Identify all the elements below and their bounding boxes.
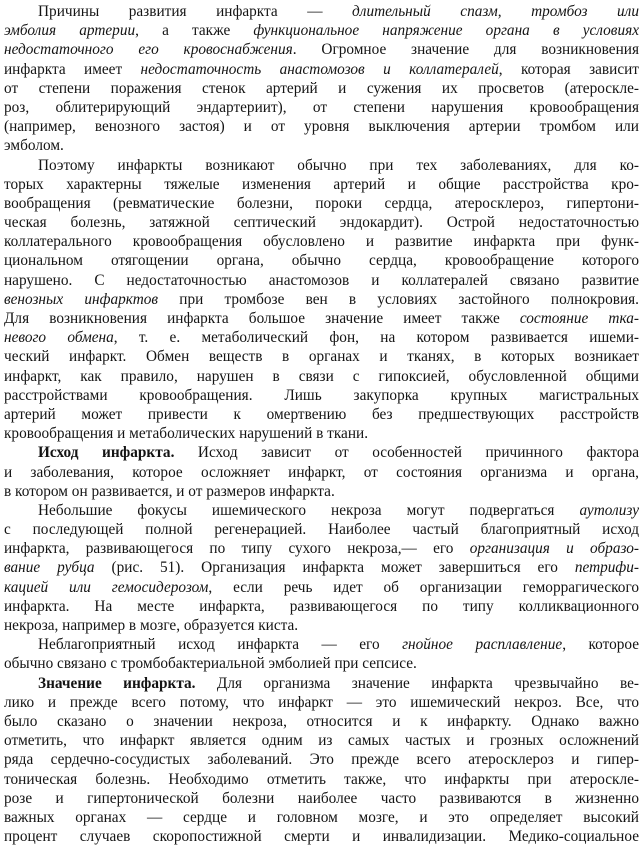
text-line [4, 501, 639, 520]
text-line [4, 520, 639, 539]
emphasis-text: венозных инфарктов [4, 290, 159, 308]
text-segment: Поэтому инфаркты возникают обычно при тех заболеваниях, для ко- [38, 156, 639, 174]
text-segment: Неблагоприятный исход инфаркта — его [38, 636, 403, 654]
emphasis-text: эмболия артерии [4, 22, 136, 40]
text-segment: от степени поражения стенок артерий и сужения их просветов (атероскле- [4, 79, 639, 97]
text-segment: торых характерны тяжелые изменения артерий и общие расстройства кро- [4, 175, 639, 193]
text-line [4, 539, 639, 558]
text-segment: , т. е. метаболический фон, на котором развивается ишеми- [113, 329, 639, 347]
text-segment: вообращения (ревматические болезни, пороки сердца, атеросклероз, гипертони- [4, 194, 639, 212]
text-line [4, 770, 639, 789]
text-line [4, 597, 639, 616]
text-line [4, 213, 639, 232]
text-segment: процент случаев скоропостижной смерти и инвалидизации. Медико-социальное [4, 828, 639, 846]
text-segment: нарушено. С недостаточностью анастомозов и коллатералей связано развитие [4, 271, 639, 289]
text-segment: циональном отягощении органа, обычно сердца, кровообращение которого [4, 252, 639, 270]
text-line [4, 731, 639, 750]
text-segment: с последующей полной регенерацией. Наиболее частый благоприятный исход [4, 521, 639, 539]
text-line [4, 712, 639, 731]
text-line [4, 79, 639, 98]
text-line [4, 156, 639, 175]
text-line [4, 232, 639, 251]
text-segment: ческая болезнь, затяжной септический эндокардит). Острой недостаточностью [4, 214, 639, 232]
text-segment: отметить, что инфаркт является одним из самых частых и грозных осложнений [4, 732, 639, 750]
text-line [4, 251, 639, 270]
text-line [4, 443, 639, 462]
text-segment: и заболевания, которое осложняет инфаркт, от состояния организма и органа, [4, 463, 639, 481]
emphasis-text: функциональное напряжение органа в условиях [253, 22, 639, 40]
text-line [4, 693, 639, 712]
text-segment: артерий может привести к омертвению без предшествующих расстройств [4, 405, 639, 423]
text-segment: Для возникновения инфаркта большое значение имеет также [4, 310, 520, 327]
text-line [4, 827, 639, 846]
text-segment: некроза, например в мозге, образуется киста. [4, 617, 299, 634]
text-segment: расстройствами кровообращения. Лишь закупорка крупных магистральных [4, 386, 639, 404]
text-segment: розе и гипертонической болезни наиболее часто развиваются в жизненно [4, 789, 639, 807]
text-line [4, 290, 639, 309]
text-segment: инфаркта, развивающегося по типу сухого некроза,— его [4, 540, 470, 558]
text-line [4, 405, 639, 424]
text-line [4, 463, 639, 482]
text-segment: важных органах — сердце и головном мозге, и это определяет высокий [4, 808, 639, 826]
text-segment: Для организма значение инфаркта чрезвычайно ве- [195, 674, 639, 692]
text-line [4, 309, 639, 328]
text-segment: кровообращения и метаболических нарушений в ткани. [4, 425, 369, 443]
text-segment: эмболом. [4, 137, 64, 155]
text-line [4, 117, 639, 136]
text-line [4, 654, 639, 673]
text-line [4, 674, 639, 693]
text-line [4, 2, 639, 21]
text-segment: было сказано о значении некроза, относится и к инфаркту. Однако важно [4, 712, 639, 730]
text-segment: коллатерального кровообращения обусловлено и развитие инфаркта при функ- [4, 233, 639, 251]
text-segment: тоническая болезнь. Необходимо отметить также, что инфаркты при атероскле- [4, 770, 639, 788]
text-line [4, 424, 639, 443]
emphasis-text: кацией или гемосидерозом [4, 578, 209, 596]
text-segment: (рис. 51). Организация инфаркта может завершиться его [94, 559, 575, 577]
text-line [4, 60, 639, 79]
text-segment: , которое [562, 636, 639, 654]
text-line [4, 578, 639, 597]
emphasis-text: гнойное расплавление [402, 636, 563, 654]
text-line [4, 21, 639, 40]
text-segment: ческий инфаркт. Обмен веществ в органах и тканях, в которых возникает [4, 348, 639, 366]
text-line [4, 482, 639, 501]
text-segment: , а также [135, 22, 254, 40]
text-segment: ряда сердечно-сосудистых заболеваний. Это прежде всего атеросклероз и гипер- [4, 751, 639, 769]
text-line [4, 635, 639, 654]
text-segment: инфаркта. На месте инфаркта, развивающегося по типу колликвационного [4, 597, 639, 615]
document-page [4, 2, 639, 846]
text-line [4, 386, 639, 405]
text-line [4, 808, 639, 827]
section-heading: Исход инфаркта. [38, 444, 175, 462]
text-segment: Исход зависит от особенностей причинного фактора [174, 444, 639, 462]
text-line [4, 175, 639, 194]
emphasis-text: петрифи- [574, 559, 640, 577]
text-segment: роз, облитерирующий эндартериит), от степени нарушения кровообращения [4, 98, 639, 116]
text-segment: лико и прежде всего потому, что инфаркт — это ишемический некроз. Все, что [4, 693, 639, 711]
text-segment: . Огромное значение для возникновения [292, 41, 639, 59]
text-segment: Небольшие фокусы ишемического некроза могут подвергаться [38, 501, 580, 519]
text-line [4, 789, 639, 808]
section-heading: Значение инфаркта. [38, 674, 196, 692]
text-segment: Причины развития инфаркта — [38, 3, 353, 20]
text-line [4, 194, 639, 213]
text-line [4, 558, 639, 577]
text-line [4, 616, 639, 635]
emphasis-text: недостаточность анастомозов и коллатералей [140, 60, 499, 78]
emphasis-text: длительный спазм, тромбоз или [352, 3, 639, 20]
text-line [4, 328, 639, 347]
text-segment: обычно связано с тромбобактериальной эмболией при сепсисе. [4, 655, 417, 673]
emphasis-text: организация и образо- [469, 540, 639, 558]
text-segment: инфаркта имеет [4, 60, 141, 78]
text-segment: инфаркт, как правило, нарушен в связи с гипоксией, обусловленной общими [4, 367, 639, 385]
text-line [4, 98, 639, 117]
emphasis-text: невого обмена [4, 329, 114, 347]
emphasis-text: вание рубца [4, 559, 95, 577]
text-segment: в котором он развивается, и от размеров инфаркта. [4, 482, 335, 500]
text-line [4, 136, 639, 155]
text-segment: (например, венозного застоя) и от уровня выключения артерии тромбом или [4, 118, 639, 136]
text-line [4, 271, 639, 290]
emphasis-text: недостаточного его кровоснабжения [4, 41, 293, 59]
emphasis-text: аутолизу [579, 501, 639, 519]
text-line [4, 347, 639, 366]
text-segment: , которая зависит [498, 60, 639, 78]
text-line [4, 367, 639, 386]
text-line [4, 40, 639, 59]
text-line [4, 750, 639, 769]
text-segment: , если речь идет об организации геморрагического [208, 578, 639, 596]
emphasis-text: состояние тка- [519, 310, 639, 327]
text-segment: при тромбозе вен в условиях застойного полнокровия. [158, 290, 639, 308]
